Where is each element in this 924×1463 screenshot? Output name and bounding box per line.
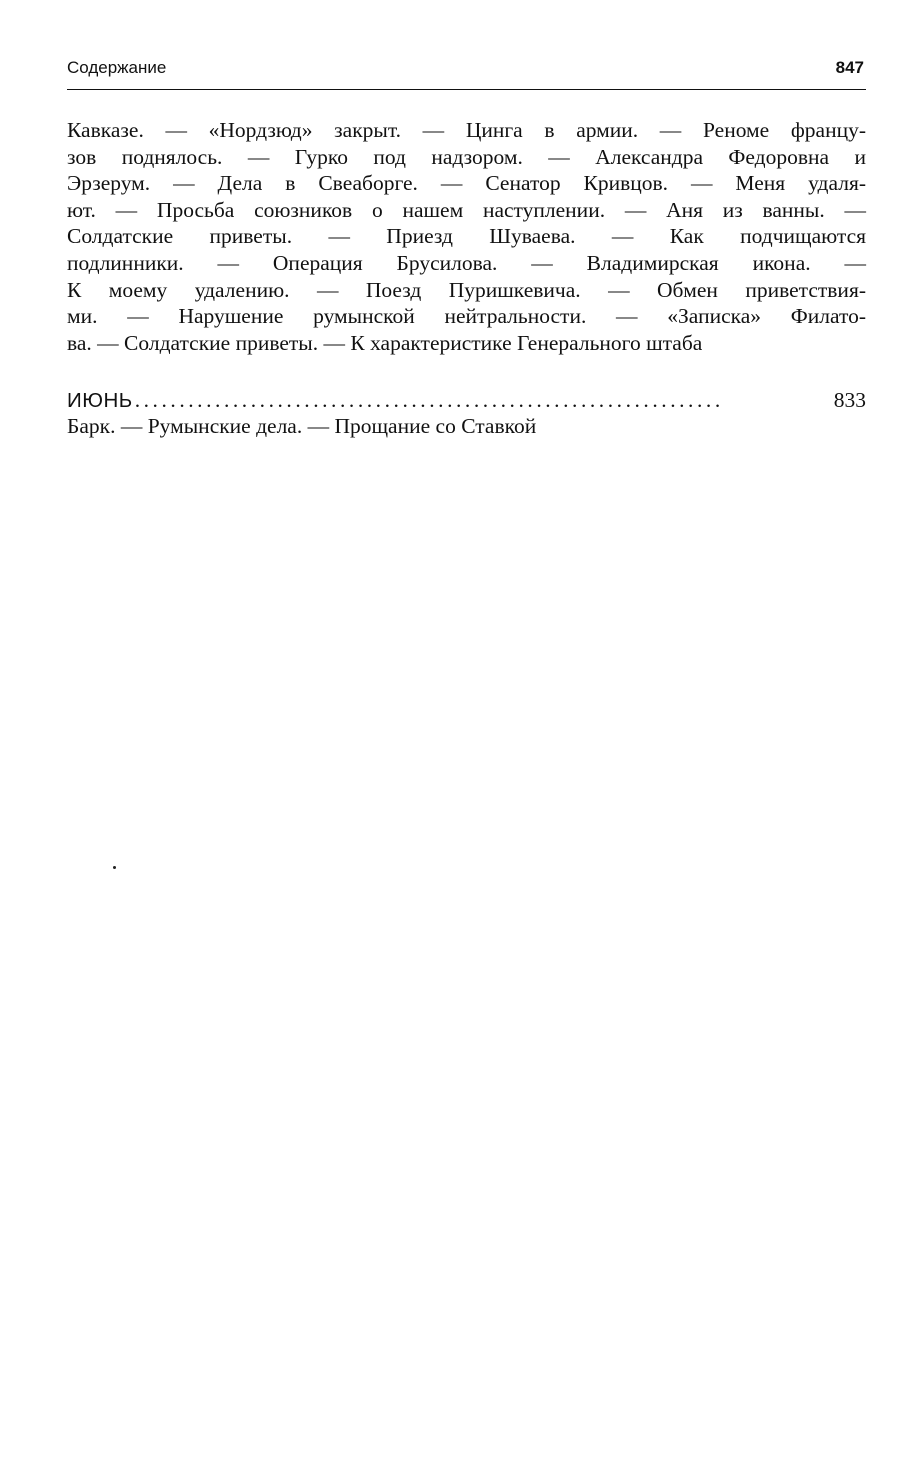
section-title: Содержание [67, 58, 167, 77]
continued-description [67, 117, 866, 356]
text-line: зов поднялось. — Гурко под надзором. — Александра Федоровна и [67, 144, 866, 169]
toc-entry-page: 833 [833, 388, 866, 412]
book-page [67, 0, 866, 1463]
text-line: ми. — Нарушение румынской нейтральности. — «Записка» Филато- [67, 304, 866, 329]
page-number: 847 [835, 58, 864, 77]
text-line: Кавказе. — «Нордзюд» закрыт. — Цинга в армии. — Реноме францу- [67, 118, 866, 142]
toc-entry-june[interactable] [67, 386, 866, 414]
toc-entry-description: Барк. — Румынские дела. — Прощание со Ставкой [67, 414, 537, 438]
text-line: подлинники. — Операция Брусилова. — Владимирская икона. — [67, 250, 866, 275]
running-header [67, 56, 866, 84]
dot-leader: .................................................................. [134, 388, 724, 412]
header-rule [67, 89, 866, 90]
text-line: Солдатские приветы. — Приезд Шуваева. — Как подчищаются [67, 224, 866, 249]
text-line: ют. — Просьба союзников о нашем наступлении. — Аня из ванны. — [67, 197, 866, 222]
text-line: ва. — Солдатские приветы. — К характеристике Генерального штаба [67, 330, 703, 355]
text-line: Эрзерум. — Дела в Свеаборге. — Сенатор Кривцов. — Меня удаля- [67, 171, 866, 196]
print-speck [113, 866, 116, 869]
toc-entry-title: ИЮНЬ [67, 389, 133, 412]
text-line: К моему удалению. — Поезд Пуришкевича. — Обмен приветствия- [67, 277, 866, 302]
